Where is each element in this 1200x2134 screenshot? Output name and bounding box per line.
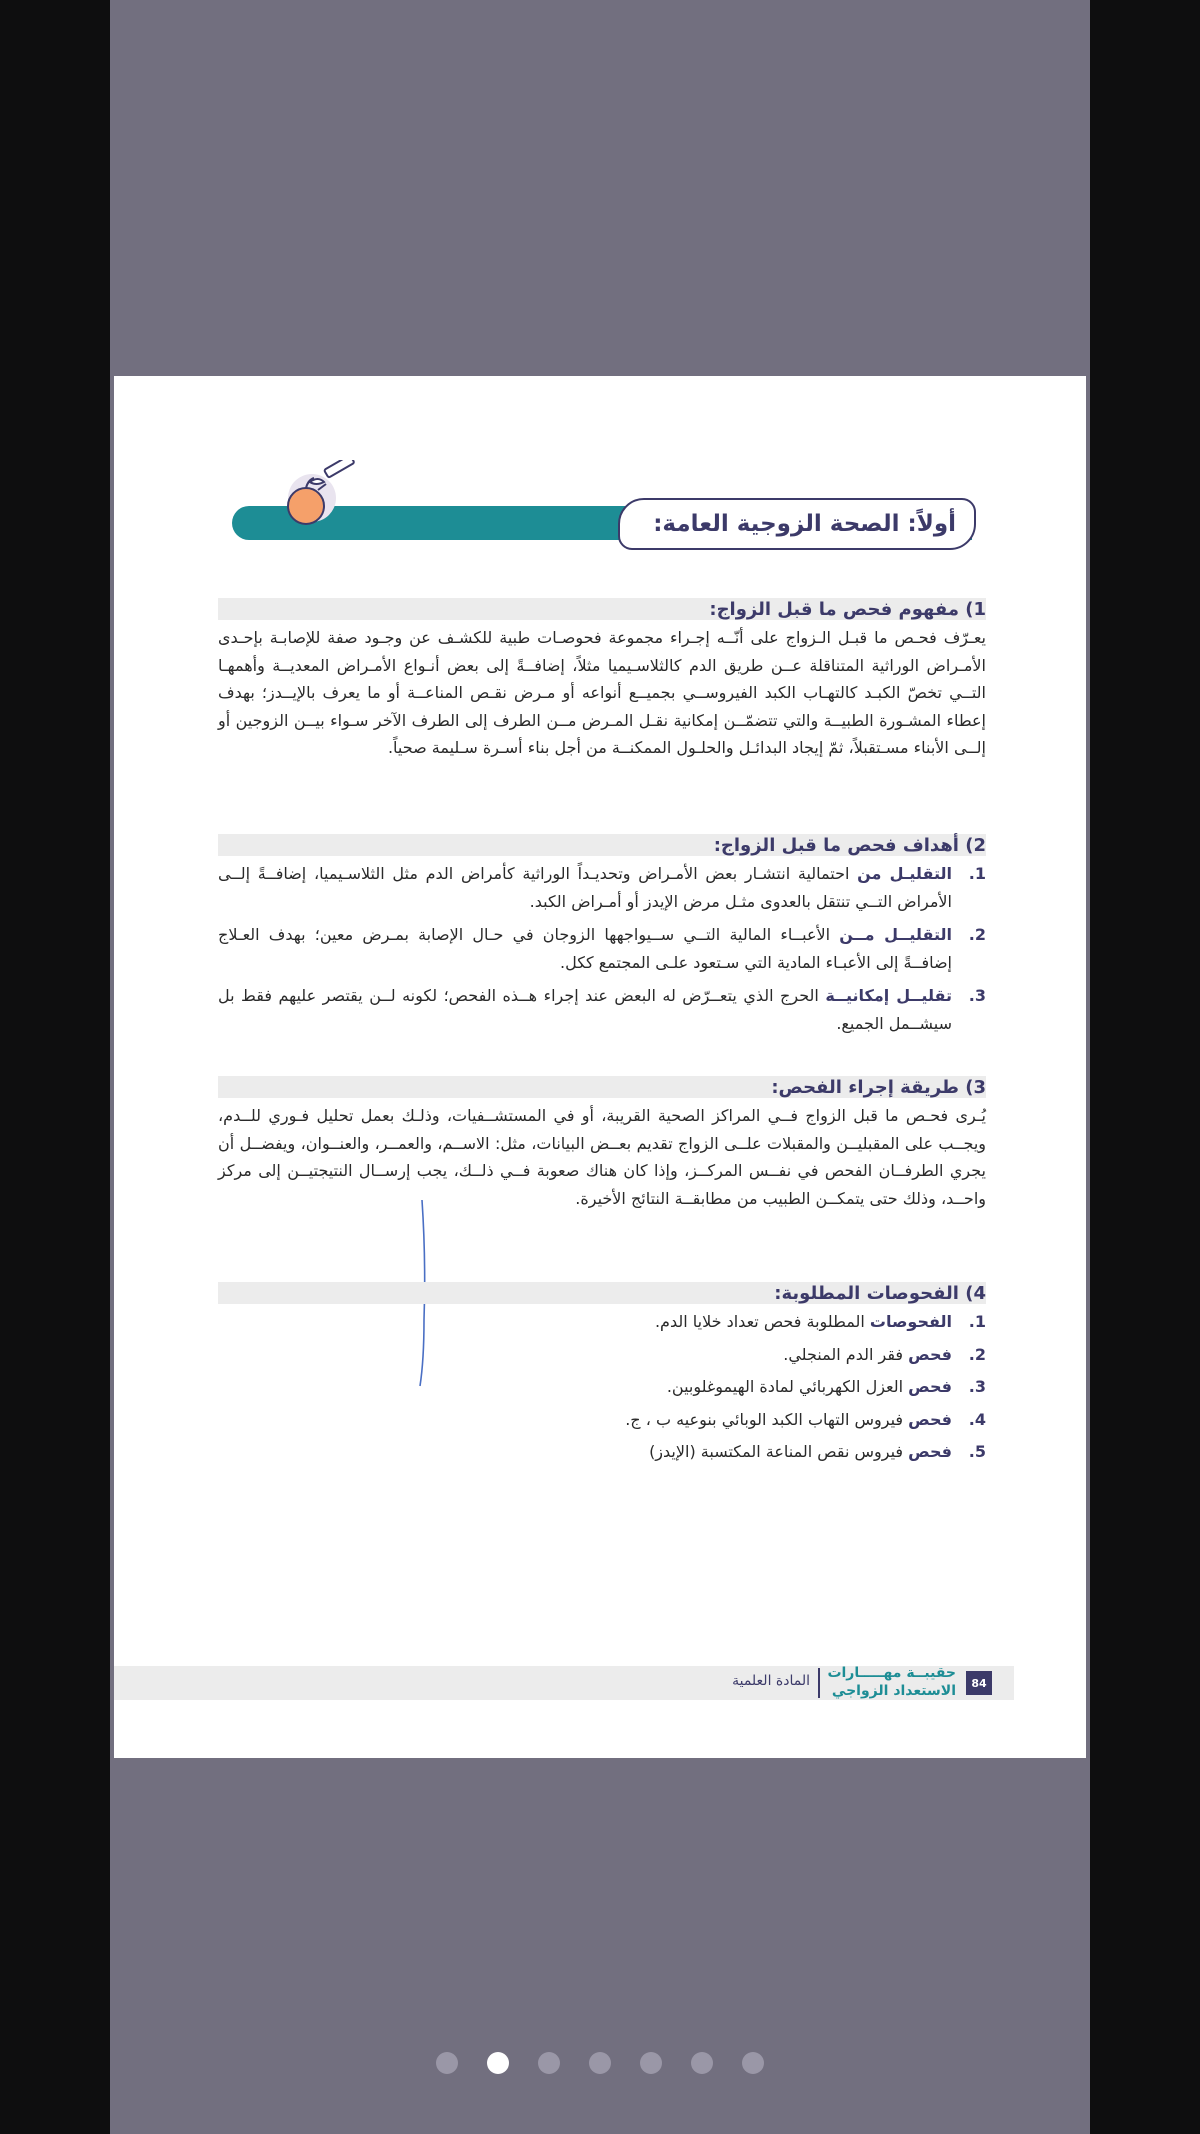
item-text: الأعبــاء المالية التــي ســيواجهها الزوجان في حـال الإصابة بمـرض معين؛ بهدف العـلاج إضافــةً إلى الأعبـاء المادية التي سـتعود علـى المجتمع ككل. <box>218 925 952 972</box>
item-keyword: تقليــل إمكانيــة <box>825 986 952 1005</box>
item-number: 1. <box>968 1312 986 1331</box>
item-number: 5. <box>968 1442 986 1461</box>
page-number: 84 <box>966 1671 992 1695</box>
page-indicator <box>110 2052 1090 2074</box>
list-item <box>218 921 986 976</box>
item-text: العزل الكهربائي لمادة الهيموغلوبين. <box>666 1377 909 1396</box>
item-number: 2. <box>968 1344 986 1364</box>
section-main-title: أولاً: الصحة الزوجية العامة: <box>618 498 976 550</box>
section-required-tests <box>218 1282 986 1471</box>
item-text: المطلوبة فحص تعداد خلايا الدم. <box>654 1312 870 1331</box>
item-keyword: التقليـل من <box>857 864 952 883</box>
page-dot[interactable] <box>487 2052 509 2074</box>
section-paragraph: يُـرى فحـص ما قبل الزواج فــي المراكز الصحية القريبة، أو في المستشــفيات، وذلـك بعمل تحليل فـوري للــدم، ويجــب على المقبليــن والمقبلات علــى الزواج تقديم بعــض البيانات، مثل: الاســم، والعمــر، والعنــوان، ويفضــل أن يجري الطرفــان الفحص في نفــس المركــز، وإذا كان هناك صعوبة فــي ذلــك، يجب إرســال النتيجتيــن إلى مركز واحــد، وذلك حتى يتمكــن الطبيب من مطابقــة النتائج الأخيرة. <box>218 1106 986 1208</box>
item-keyword: فحص <box>908 1377 952 1396</box>
item-text: الحرج الذي يتعــرّض له البعض عند إجراء هــذه الفحص؛ لكونه لــن يقتصر عليهم فقط بل سيشــمل الجميع. <box>218 986 952 1033</box>
section-heading: 4) الفحوصات المطلوبة: <box>218 1282 986 1304</box>
list-item <box>218 1308 986 1336</box>
list-item <box>218 1373 986 1401</box>
goals-list <box>218 860 986 1037</box>
document-viewer <box>110 0 1090 2134</box>
item-keyword: فحص <box>908 1442 952 1461</box>
item-number: 1. <box>968 864 986 883</box>
page-dot[interactable] <box>640 2052 662 2074</box>
section-concept <box>218 598 986 762</box>
item-keyword: التقليــل مــن <box>839 925 952 944</box>
item-text: فقر الدم المنجلي. <box>783 1344 909 1364</box>
page-dot[interactable] <box>538 2052 560 2074</box>
document-page <box>114 376 1086 1758</box>
item-text: احتمالية انتشـار بعض الأمـراض وتحديـداً الوراثية كأمراض الدم مثل الثلاسـيميا، إضافــةً إلــى الأمراض التــي تنتقل بالعدوى مثـل مرض الإيدز أو أمـراض الكبد. <box>218 864 952 911</box>
section-goals <box>218 834 986 1043</box>
section-procedure <box>218 1076 986 1212</box>
page-dot[interactable] <box>691 2052 713 2074</box>
section-heading: 1) مفهوم فحص ما قبل الزواج: <box>218 598 986 620</box>
section-heading: 2) أهداف فحص ما قبل الزواج: <box>218 834 986 856</box>
footer-subject: المادة العلمية <box>732 1673 810 1689</box>
item-text: فيروس التهاب الكبد الوبائي بنوعيه ب ، ج. <box>625 1409 909 1429</box>
footer-divider <box>818 1668 820 1698</box>
item-number: 2. <box>968 925 986 944</box>
item-number: 3. <box>968 986 986 1005</box>
list-item <box>218 1438 986 1466</box>
footer-brand <box>816 1664 956 1700</box>
brand-line-1: حقيبــة مهـــــارات <box>827 1665 956 1681</box>
section-heading: 3) طريقة إجراء الفحص: <box>218 1076 986 1098</box>
item-text: فيروس نقص المناعة المكتسبة (الإيدز) <box>649 1442 909 1461</box>
item-keyword: فحص <box>908 1409 952 1429</box>
page-dot[interactable] <box>589 2052 611 2074</box>
brand-line-2: الاستعداد الزواجي <box>831 1683 956 1699</box>
item-keyword: فحص <box>908 1344 952 1364</box>
list-item <box>218 860 986 915</box>
tests-list <box>218 1308 986 1466</box>
page-dot[interactable] <box>742 2052 764 2074</box>
item-keyword: الفحوصات <box>869 1312 952 1331</box>
item-number: 4. <box>968 1409 986 1429</box>
apple-syringe-illustration <box>272 460 362 540</box>
item-number: 3. <box>968 1377 986 1396</box>
list-item <box>218 1406 986 1434</box>
list-item <box>218 1341 986 1369</box>
section-paragraph: يعـرّف فحـص ما قبـل الـزواج على أنّــه إجـراء مجموعة فحوصـات طبية للكشـف عن وجـود صفة للإصابـة بإحـدى الأمـراض الوراثية المتناقلة عــن طريق الدم كالثلاسـيميا مثلاً، إضافــةً إلى بعض أنـواع الأمـراض المعديــة وأهمهـا التــي تخصّ الكبـد كالتهـاب الكبد الفيروســي بجميــع أنواعه أو مـرض نقـص المناعــة أو ما يعرف بالإيــدز؛ بهدف إعطاء المشـورة الطبيــة والتي تتضمّــن إمكانية نقـل المـرض مــن الطرف إلى الطرف الآخر سـواء بيــن الزوجين أو إلــى الأبناء مسـتقبلاً، ثمّ إيجاد البدائـل والحلـول الممكنــة من أجل بناء أسـرة سـليمة صحياً. <box>218 628 986 757</box>
page-dot[interactable] <box>436 2052 458 2074</box>
list-item <box>218 982 986 1037</box>
